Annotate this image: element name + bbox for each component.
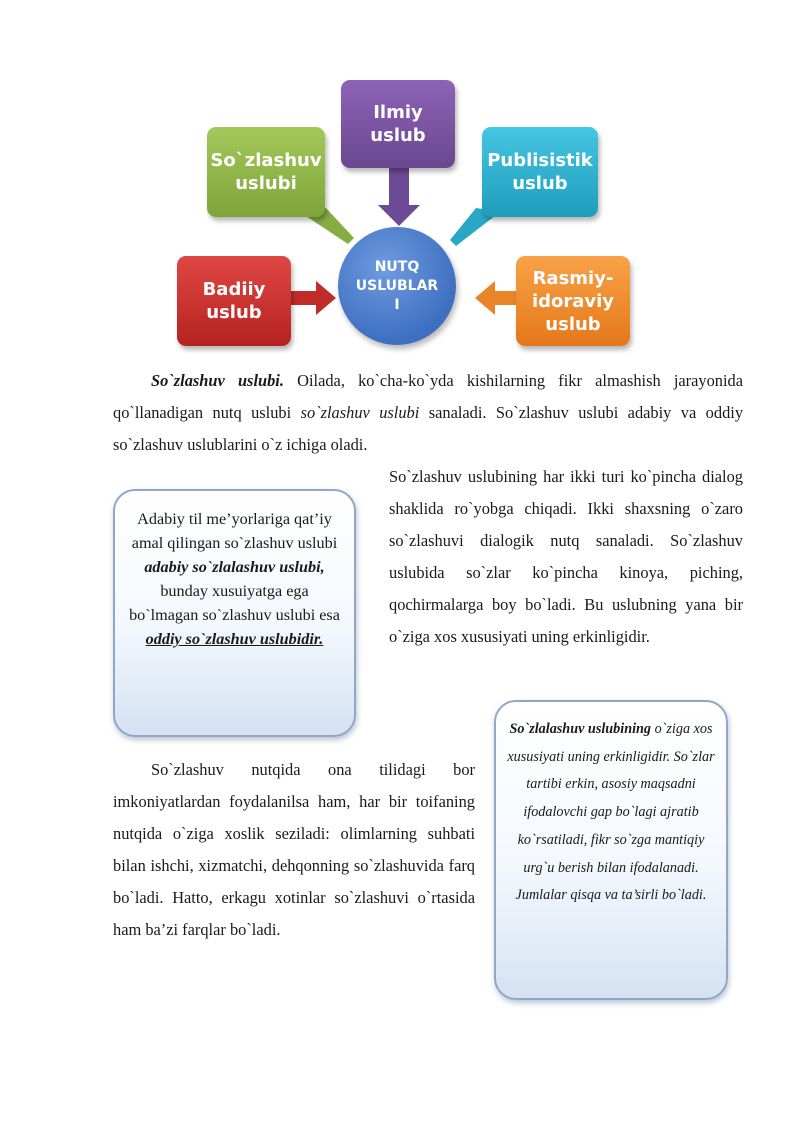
box-sozlashuv-uslubi: So`zlashuv uslubi [207, 127, 325, 217]
callout-erkinlik: So`zlalashuv uslubining o`ziga xos xususiyati uning erkinligidir. So`zlar tartibi erkin, asosiy maqsadni ifodalovchi gap bo`lagi ajratib ko`rsatiladi, fikr so`zga mantiqiy urg`u berish bilan ifodalanadi. Jumlalar qisqa va ta’sirli bo`ladi. [494, 700, 728, 1000]
box-publisistik-uslub: Publisistik uslub [482, 127, 598, 217]
styles-diagram [0, 0, 800, 360]
paragraph-sozlashuv-uslubi: So`zlashuv uslubi. Oilada, ko`cha-ko`yda kishilarning fikr almashish jarayonida qo`llanadigan nutq uslubi so`zlashuv uslubi sanaladi. So`zlashuv uslubi adabiy va oddiy so`zlashuv uslublarini o`z ichiga oladi. [113, 371, 744, 454]
term-sozlashuv-uslubi: so`zlashuv uslubi [300, 403, 420, 422]
term-adabiy-sozlashuv: adabiy so`zlalashuv uslubi, [144, 558, 325, 576]
box-rasmiy-idoraviy-uslub: Rasmiy- idoraviy uslub [516, 256, 630, 346]
paragraph-dialog: So`zlashuv uslubining har ikki turi ko`pincha dialog shaklida ro`yobga chiqadi. Ikki shaxsning o`zaro so`zlashuvi dialogik nutq sanaladi. So`zlashuv uslubida so`zlar ko`pincha kinoya, piching, qochirmalarga boy bo`ladi. Bu uslubning yana bir o`ziga xos xususiyati uning erkinligidir. [389, 467, 743, 646]
center-nutq-uslublari: NUTQ USLUBLAR I [338, 227, 456, 345]
arrow-rasmiy [475, 281, 516, 315]
arrow-badiiy [291, 281, 336, 315]
arrow-ilmiy [378, 165, 420, 226]
callout-title: So`zlalashuv uslubining [509, 721, 652, 737]
term-oddiy-sozlashuv: oddiy so`zlashuv uslubidir. [145, 630, 324, 648]
callout-adabiy-oddiy: Adabiy til me’yorlariga qat’iy amal qilingan so`zlashuv uslubi adabiy so`zlalashuv uslubi, bunday xusuiyatga ega bo`lmagan so`zlashuv uslubi esa oddiy so`zlashuv uslubidir. [113, 489, 356, 737]
paragraph-title: So`zlashuv uslubi. [151, 371, 284, 390]
box-ilmiy-uslub: Ilmiy uslub [341, 80, 455, 168]
box-badiiy-uslub: Badiiy uslub [177, 256, 291, 346]
paragraph-toifa: So`zlashuv nutqida ona tilidagi bor imkoniyatlardan foydalanilsa ham, har bir toifaning nutqida o`ziga xoslik seziladi: olimlarning suhbati bilan ishchi, xizmatchi, dehqonning so`zlashuvida farq bo`ladi. Hatto, erkagu xotinlar so`zlashuvi o`rtasida ham ba’zi farqlar bo`ladi. [113, 760, 475, 939]
